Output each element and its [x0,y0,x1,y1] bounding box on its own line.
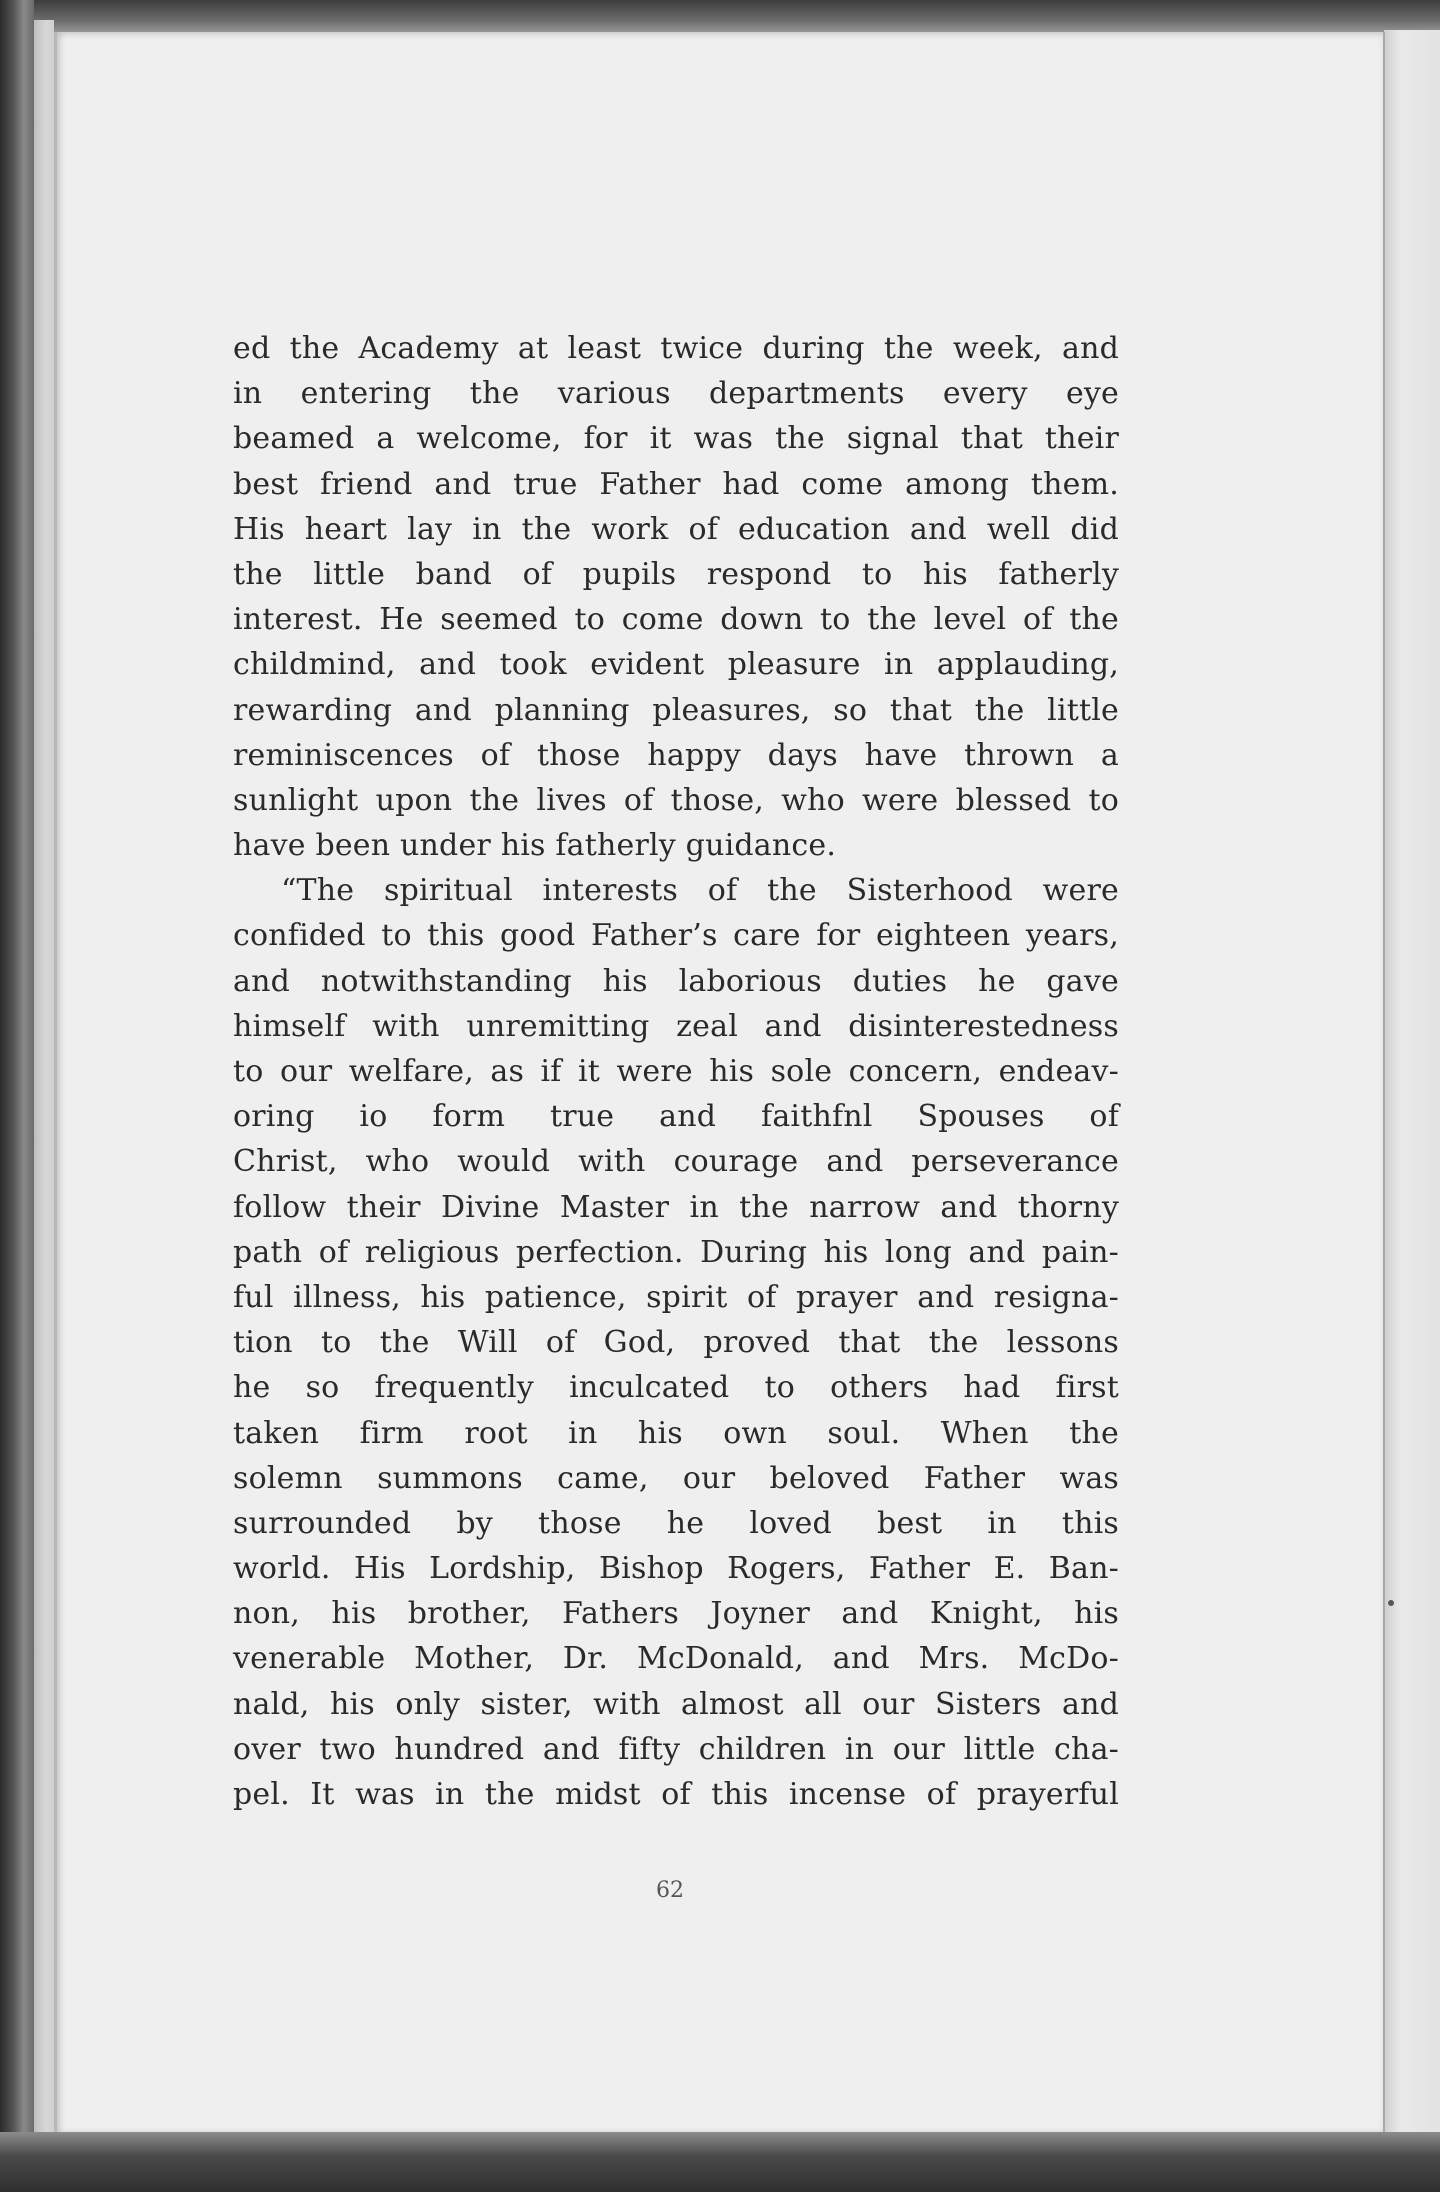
text-line: confided to this good Father’s care for eighteen years, [233,918,1119,954]
text-line: himself with unremitting zeal and disinterestedness [233,1008,1119,1044]
text-line: pel. It was in the midst of this incense of prayerful [233,1777,1119,1812]
text-line: world. His Lordship, Bishop Rogers, Father E. Ban- [233,1551,1119,1587]
text-line: the little band of pupils respond to his fatherly [233,556,1119,592]
text-line: follow their Divine Master in the narrow and thorny [233,1189,1119,1225]
text-line: ed the Academy at least twice during the week, and [233,331,1119,366]
page-number: 62 [656,1878,684,1903]
text-line: rewarding and planning pleasures, so that the little [233,692,1119,728]
bottom-book-edge [0,2132,1440,2192]
text-line: and notwithstanding his laborious duties he gave [233,963,1119,999]
text-line: interest. He seemed to come down to the level of the [233,602,1119,638]
text-line: childmind, and took evident pleasure in applauding, [233,647,1119,683]
binding-page-edge [34,20,54,2140]
text-line: in entering the various departments every eye [233,376,1119,412]
text-line: best friend and true Father had come among them. [233,466,1119,502]
text-line: taken firm root in his own soul. When the [233,1415,1119,1451]
text-line: to our welfare, as if it were his sole concern, endeav- [233,1054,1119,1089]
text-line: Christ, who would with courage and perseverance [233,1144,1119,1180]
paragraph-start-line: “The spiritual interests of the Sisterhood were [281,873,1119,909]
text-line: beamed a welcome, for it was the signal that their [233,421,1119,457]
ink-speck [1388,1600,1394,1606]
text-line: path of religious perfection. During his long and pain- [233,1234,1119,1270]
top-book-edge [0,0,1440,34]
text-line: ful illness, his patience, spirit of prayer and resigna- [233,1279,1119,1315]
text-line: solemn summons came, our beloved Father was [233,1460,1119,1496]
text-line: he so frequently inculcated to others had first [233,1370,1119,1406]
adjacent-page-edge [1384,30,1440,2140]
text-line: oring io form true and faithfnl Spouses of [233,1099,1119,1135]
text-line: non, his brother, Fathers Joyner and Knight, his [233,1596,1119,1632]
text-line: His heart lay in the work of education and well did [233,511,1119,547]
paragraph-end-line: have been under his fatherly guidance. [233,828,837,864]
text-line: tion to the Will of God, proved that the lessons [233,1325,1119,1361]
text-line: nald, his only sister, with almost all our Sisters and [233,1686,1119,1722]
text-line: sunlight upon the lives of those, who were blessed to [233,782,1119,818]
text-line: reminiscences of those happy days have thrown a [233,737,1119,773]
text-line: surrounded by those he loved best in this [233,1505,1119,1541]
book-binding [0,0,34,2192]
text-line: venerable Mother, Dr. McDonald, and Mrs. McDo- [233,1641,1119,1677]
text-line: over two hundred and fifty children in our little cha- [233,1731,1119,1767]
page-body-text [233,326,1119,1817]
